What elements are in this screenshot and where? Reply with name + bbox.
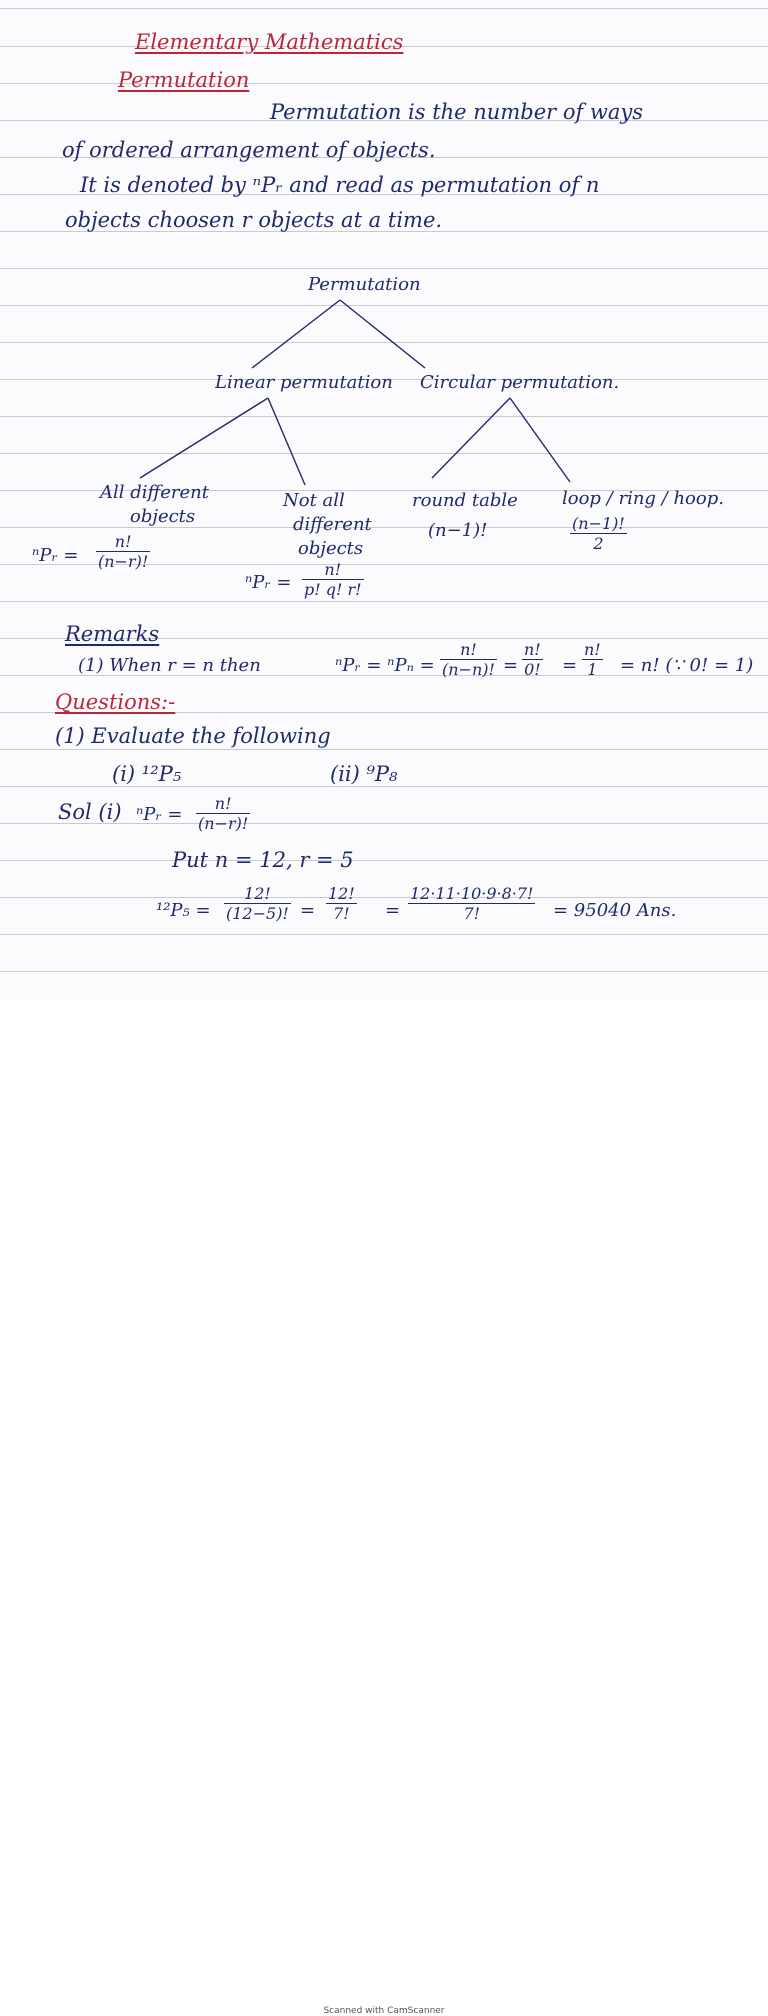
fraction-denominator: p! q! r! [304,580,362,599]
not-all-different-label: different [293,514,372,535]
tree-edge [432,398,510,478]
equals-sign: = [562,655,578,676]
equals-sign: = [300,900,316,921]
fraction-numerator: n! [440,640,497,660]
fraction-denominator: (n−n)! [442,660,495,679]
loop-ring-hoop-label: loop / ring / hoop. [562,488,724,509]
round-table-label: round table [412,490,518,511]
tree-edge [268,398,305,485]
tree-edge [140,398,268,478]
tree-linear-label: Linear permutation [215,372,393,393]
loop-fraction [570,514,627,553]
tree-circular-label: Circular permutation. [420,372,620,393]
scanner-watermark: Scanned with CamScanner [323,2006,445,2016]
not-all-fraction [302,560,364,599]
solution-label: Sol (i) [58,800,122,824]
fraction-denominator: (12−5)! [226,904,289,923]
remark-equation: ⁿPᵣ = ⁿPₙ = [335,655,435,676]
tree-root-label: Permutation [308,274,421,295]
page-title: Elementary Mathematics [135,30,404,54]
notebook-page [0,0,768,1000]
remark-tail: = n! (∵ 0! = 1) [620,655,754,676]
fraction-numerator: n! [96,532,150,552]
solution-step-1 [224,884,291,923]
remark-fraction-1 [440,640,497,679]
definition-line-4: objects choosen r objects at a time. [65,208,443,232]
definition-line-2: of ordered arrangement of objects. [62,138,436,162]
all-different-label: All different [100,482,210,503]
fraction-denominator: 2 [593,534,604,553]
definition-line-3: It is denoted by ⁿPᵣ and read as permutation of n [80,173,600,197]
equals-sign: = [385,900,401,921]
solution-answer: = 95040 Ans. [553,900,677,921]
not-all-label: Not all [283,490,345,511]
fraction-numerator: (n−1)! [572,514,625,533]
remark-item: (1) When r = n then [78,655,261,676]
solution-formula-lhs: ⁿPᵣ = [136,804,183,825]
solution-lhs: ¹²P₅ = [156,900,211,921]
fraction-denominator: (n−r)! [98,552,149,571]
question-part-ii: (ii) ⁹P₈ [330,762,398,786]
fraction-denominator: 7! [333,904,350,923]
definition-line-1: Permutation is the number of ways [270,100,644,124]
fraction-denominator: 7! [463,904,481,923]
fraction-numerator: 12! [328,884,355,903]
round-table-formula: (n−1)! [428,520,488,541]
fraction-denominator: (n−r)! [198,814,249,833]
solution-step-3 [408,884,535,923]
solution-substitution: Put n = 12, r = 5 [172,848,354,872]
remark-fraction-2 [522,640,543,679]
all-different-fraction [96,532,150,571]
all-different-formula-lhs: ⁿPᵣ = [32,545,79,566]
questions-heading: Questions:- [55,690,176,714]
fraction-numerator: n! [584,640,601,659]
not-all-objects-label: objects [298,538,364,559]
tree-edge [510,398,570,482]
equals-sign: = [503,655,519,676]
solution-step-2 [326,884,357,923]
solution-formula-fraction [196,794,250,833]
question-1: (1) Evaluate the following [55,724,331,748]
question-part-i: (i) ¹²P₅ [112,762,182,786]
remark-fraction-3 [582,640,603,679]
fraction-numerator: 12! [224,884,291,904]
fraction-denominator: 1 [587,660,598,679]
tree-edge [340,300,425,368]
fraction-numerator: 12·11·10·9·8·7! [410,884,534,903]
remarks-heading: Remarks [65,622,160,646]
fraction-numerator: n! [524,640,541,659]
fraction-numerator: n! [196,794,250,814]
not-all-formula-lhs: ⁿPᵣ = [245,572,292,593]
fraction-denominator: 0! [524,660,541,679]
tree-edge [252,300,340,368]
all-different-objects-label: objects [130,506,196,527]
scan-footer [0,1000,768,2016]
fraction-numerator: n! [302,560,364,580]
topic-heading: Permutation [118,68,250,92]
